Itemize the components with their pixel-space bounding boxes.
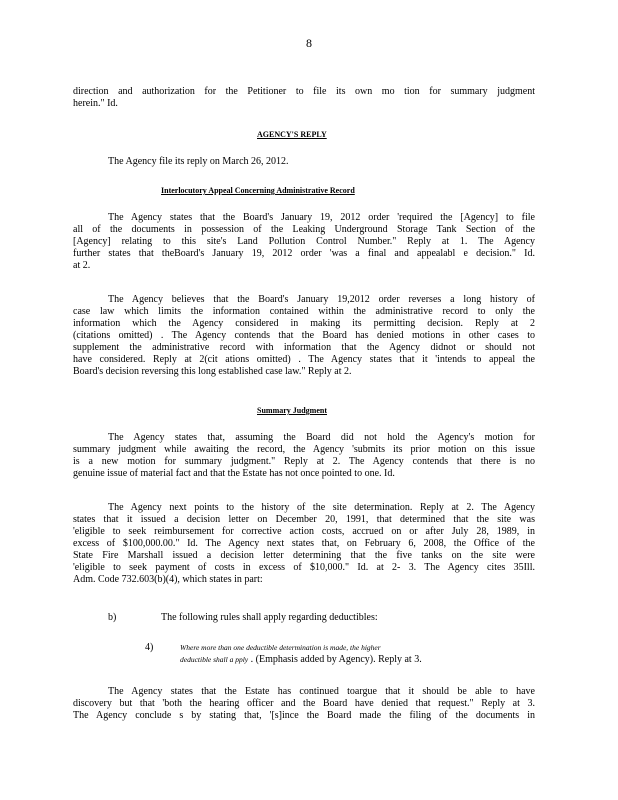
section-heading-interlocutory: Interlocutory Appeal Concerning Administrative Record (161, 186, 355, 195)
text-line: Adm. Code 732.603(b)(4), which states in part: (73, 574, 263, 585)
quote-italic: deductible shall a pply (180, 655, 249, 664)
text-line: information which the Agency considered in making its permitting decision. Reply at 2 (73, 318, 535, 329)
text-line: The Agency states that, assuming the Board did not hold the Agency's motion for (108, 432, 535, 443)
text-line: [Agency] relating to this site's Land Pollution Control Number." Reply at 1. The Agency (73, 236, 535, 247)
text-line: discovery but that 'both the hearing officer and the Board have denied that request." Reply at 3. (73, 698, 535, 709)
text-line: (citations omitted) . The Agency contends that the Board has denied motions in other cases to (73, 330, 535, 341)
list-label-4: 4) (145, 642, 154, 653)
text-line: 'eligible to seek payment of costs in excess of $10,000." Id. at 2- 3. The Agency cites 35Ill. (73, 562, 535, 573)
text-line: State Fire Marshall issued a decision letter determining that the five tanks on the site were (73, 550, 535, 561)
text-line: further states that theBoard's January 19, 2012 order 'was a final and appealabl e decision." Id. (73, 248, 535, 259)
list-text-b: The following rules shall apply regarding deductibles: (161, 612, 378, 623)
section-heading-reply: AGENCY'S REPLY (257, 130, 327, 139)
text-line: The Agency states that the Board's January 19, 2012 order 'required the [Agency] to file (108, 212, 535, 223)
section-heading-summary: Summary Judgment (257, 406, 328, 415)
text-line: supplement the administrative record with information that the Agency didnot or should not (73, 342, 535, 353)
text-line: The Agency believes that the Board's January 19,2012 order reverses a long history of (108, 294, 535, 305)
text-line: The Agency conclude s by stating that, '[s]ince the Board made the filing of the documents in (73, 710, 535, 721)
text-line: herein." Id. (73, 98, 118, 109)
quote-line-2 (180, 654, 500, 666)
text-line: The Agency next points to the history of the site determination. Reply at 2. The Agency (108, 502, 535, 513)
text-line: all of the documents in possession of the Leaking Underground Storage Tank Section of the (73, 224, 535, 235)
text-line: have considered. Reply at 2(cit ations omitted) . The Agency states that it 'intends to appeal the (73, 354, 535, 365)
text-line: The Agency states that the Estate has continued toargue that it should be able to have (108, 686, 535, 697)
text-line: 'eligible to seek reimbursement for corrective action costs, accrued on or after July 28, 1989, in (73, 526, 535, 537)
text-line: case law which limits the information contained within the administrative record to only the (73, 306, 535, 317)
text-line: excess of $100,000.00." Id. The Agency next states that, on February 6, 2008, the Office of the (73, 538, 535, 549)
text-line: Board's decision reversing this long established case law." Reply at 2. (73, 366, 352, 377)
text-line: is a new motion for summary judgment." Reply at 2. The Agency contends that there is no (73, 456, 535, 467)
quote-line: Where more than one deductible determination is made, the higher (180, 643, 381, 652)
text-line: at 2. (73, 260, 91, 271)
quoted-rule (180, 642, 500, 666)
list-label-b: b) (108, 612, 117, 623)
text-line: genuine issue of material fact and that the Estate has not once pointed to one. Id. (73, 468, 395, 479)
quote-rest: . (Emphasis added by Agency). Reply at 3. (248, 654, 422, 665)
text-line: summary judgment while awaiting the record, the Agency 'submits its prior motion on this issue (73, 444, 535, 455)
text-line: states that it issued a decision letter on December 20, 1991, that determined that the site was (73, 514, 535, 525)
text-line: The Agency file its reply on March 26, 2012. (108, 156, 289, 167)
page-number: 8 (306, 36, 312, 50)
text-line: direction and authorization for the Petitioner to file its own mo tion for summary judgment (73, 86, 535, 97)
